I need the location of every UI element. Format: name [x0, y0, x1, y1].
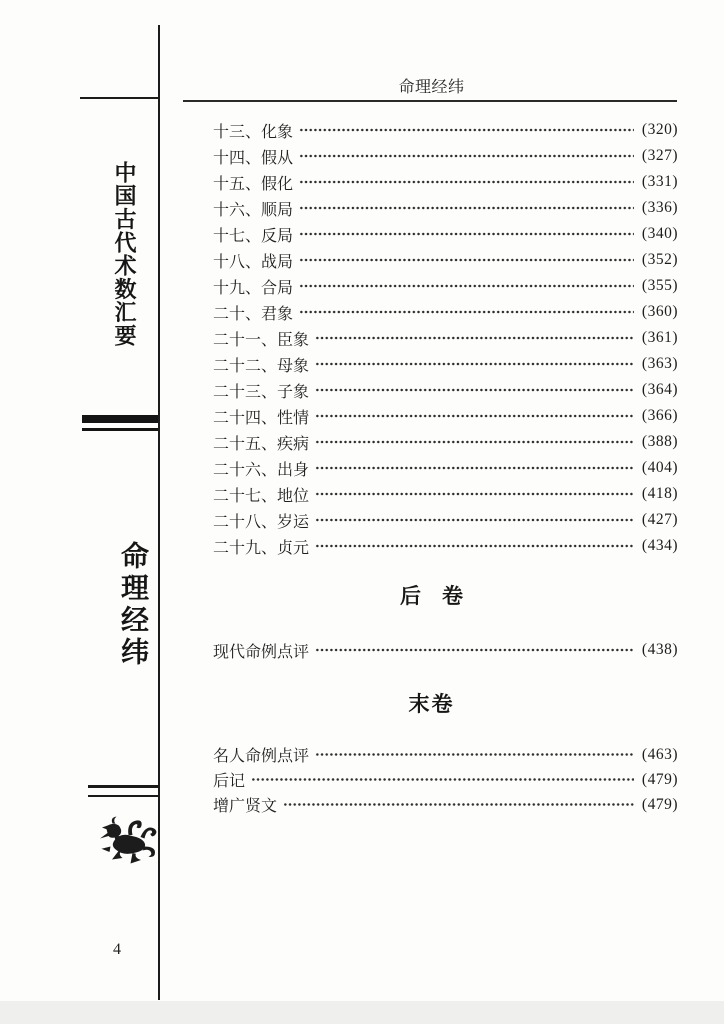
- toc-entry-title: 名人命例点评: [213, 748, 310, 765]
- sidebar-thick-divider: [82, 415, 158, 423]
- dragon-stamp-icon: [98, 810, 160, 868]
- ornament-double-rule-bottom: [88, 795, 159, 797]
- dot-leader: [315, 637, 634, 663]
- toc-entry: [213, 455, 678, 481]
- toc-main-list: [213, 117, 678, 559]
- toc-entry: [213, 533, 678, 559]
- toc-entry: [213, 481, 678, 507]
- dot-leader: [315, 742, 634, 767]
- toc-entry-title: 二十七、地位: [213, 487, 310, 505]
- toc-entry-title: 增广贤文: [213, 798, 278, 815]
- dot-leader: [315, 377, 634, 403]
- toc-entry-page: (463): [641, 745, 678, 763]
- toc-entry-page: (388): [641, 433, 678, 450]
- dot-leader: [299, 169, 634, 195]
- toc-entry: [213, 429, 678, 455]
- toc-entry-title: 二十八、岁运: [213, 513, 310, 531]
- toc-section-list: [213, 742, 678, 817]
- toc-entry-title: 十九、合局: [213, 279, 294, 297]
- dot-leader: [315, 429, 634, 455]
- toc-entry-page: (434): [641, 537, 678, 554]
- toc-entry-page: (331): [641, 173, 678, 190]
- book-title-vertical: 命理经纬: [117, 541, 148, 669]
- dot-leader: [315, 351, 634, 377]
- dot-leader: [315, 507, 634, 533]
- series-title-vertical: 中国古代术数汇要: [112, 161, 137, 348]
- toc-entry-page: (336): [641, 199, 678, 216]
- toc-entry-page: (360): [641, 303, 678, 320]
- sidebar-top-tick-rule: [80, 97, 158, 99]
- running-head-rule: [183, 100, 677, 102]
- toc-entry-page: (361): [641, 329, 678, 346]
- toc-entry-title: 十六、顺局: [213, 201, 294, 219]
- toc-section-list: [213, 637, 678, 663]
- dot-leader: [299, 299, 634, 325]
- toc-entry-page: (320): [641, 121, 678, 138]
- sidebar-thin-divider: [82, 428, 158, 431]
- toc-entry-title: 二十一、臣象: [213, 331, 310, 349]
- toc-entry: [213, 377, 678, 403]
- dot-leader: [299, 273, 634, 299]
- dot-leader: [315, 403, 634, 429]
- toc-entry: [213, 351, 678, 377]
- ornament-double-rule-top: [88, 785, 159, 788]
- toc-entry: [213, 247, 678, 273]
- toc-entry-page: (355): [641, 277, 678, 294]
- toc-entry-title: 二十五、疾病: [213, 435, 310, 453]
- toc-entry: [213, 637, 678, 663]
- toc-entry-page: (340): [641, 225, 678, 242]
- running-head: 命理经纬: [398, 79, 465, 96]
- toc-entry: [213, 325, 678, 351]
- dot-leader: [299, 117, 634, 143]
- toc-entry-page: (418): [641, 485, 678, 502]
- dot-leader: [315, 533, 634, 559]
- toc-entry: [213, 221, 678, 247]
- dot-leader: [299, 143, 634, 169]
- dot-leader: [299, 195, 634, 221]
- toc-entry-title: 十七、反局: [213, 227, 294, 245]
- dot-leader: [251, 767, 634, 792]
- section-heading-hou-juan: 后 卷: [400, 584, 463, 608]
- toc-entry: [213, 273, 678, 299]
- toc-entry: [213, 403, 678, 429]
- section-heading-mo-juan: 末卷: [408, 692, 455, 716]
- toc-entry-page: (479): [641, 770, 678, 788]
- toc-entry-page: (479): [641, 795, 678, 813]
- toc-entry-page: (364): [641, 381, 678, 398]
- toc-entry-title: 二十、君象: [213, 305, 294, 323]
- toc-entry-page: (366): [641, 407, 678, 424]
- toc-entry-title: 二十六、出身: [213, 461, 310, 479]
- toc-entry-title: 二十二、母象: [213, 357, 310, 375]
- toc-entry-title: 十三、化象: [213, 123, 294, 141]
- toc-entry: [213, 169, 678, 195]
- toc-entry: [213, 742, 678, 767]
- toc-entry-page: (352): [641, 251, 678, 268]
- dot-leader: [315, 325, 634, 351]
- toc-entry-title: 二十四、性情: [213, 409, 310, 427]
- toc-entry: [213, 507, 678, 533]
- toc-entry-title: 二十三、子象: [213, 383, 310, 401]
- scan-edge-shadow: [0, 1001, 724, 1024]
- toc-entry-title: 十四、假从: [213, 149, 294, 167]
- dot-leader: [299, 221, 634, 247]
- toc-entry-page: (438): [641, 641, 678, 658]
- dot-leader: [315, 481, 634, 507]
- toc-entry-title: 十五、假化: [213, 175, 294, 193]
- toc-entry: [213, 143, 678, 169]
- toc-entry-page: (363): [641, 355, 678, 372]
- toc-entry-title: 十八、战局: [213, 253, 294, 271]
- toc-entry-page: (327): [641, 147, 678, 164]
- toc-entry: [213, 767, 678, 792]
- toc-entry-title: 二十九、贞元: [213, 539, 310, 557]
- toc-entry-title: 现代命例点评: [213, 643, 310, 661]
- toc-entry-page: (404): [641, 459, 678, 476]
- toc-entry: [213, 299, 678, 325]
- toc-entry: [213, 117, 678, 143]
- toc-entry-title: 后记: [213, 773, 246, 790]
- dot-leader: [283, 792, 634, 817]
- dot-leader: [315, 455, 634, 481]
- toc-entry: [213, 792, 678, 817]
- toc-entry-page: (427): [641, 511, 678, 528]
- dot-leader: [299, 247, 634, 273]
- page-number: 4: [113, 941, 121, 958]
- toc-entry: [213, 195, 678, 221]
